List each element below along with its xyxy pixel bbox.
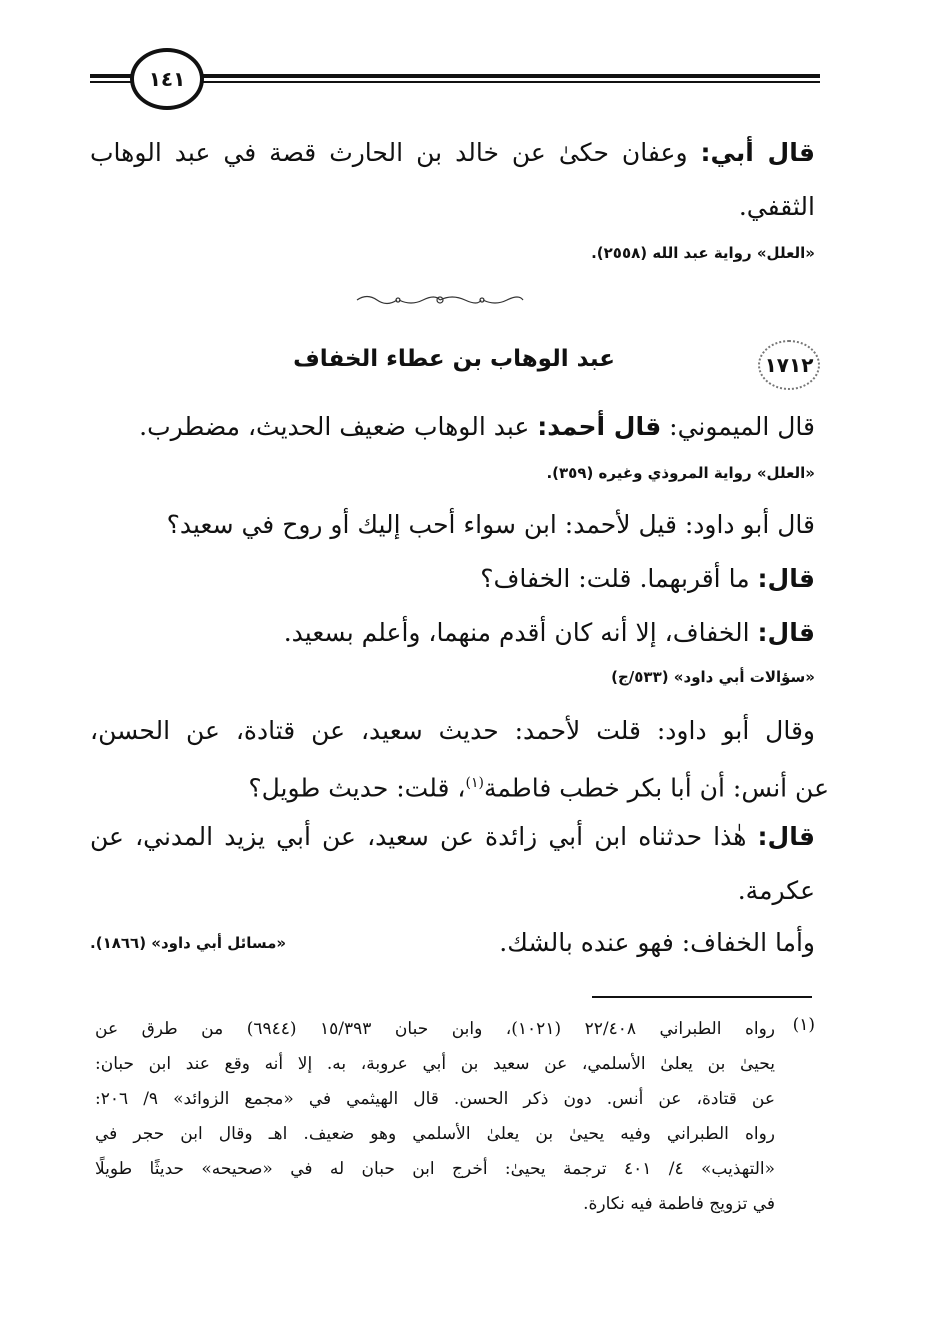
entry-title: عبد الوهاب بن عطاء الخفاف	[293, 346, 615, 372]
paragraph-prefix: قال الميموني:	[669, 412, 815, 441]
paragraph-text: هٰذا حدثناه ابن أبي زائدة عن سعيد، عن أبي يزيد المدني، عن	[90, 822, 747, 851]
speaker-label: قال:	[757, 564, 815, 593]
source-citation-4: «مسائل أبي داود» (١٨٦٦).	[90, 934, 287, 952]
paragraph-text: ، قلت: حديث طويل؟	[248, 773, 466, 803]
paragraph-text: وعفان حكىٰ عن خالد بن الحارث قصة في عبد الوهاب	[90, 138, 688, 167]
speaker-label: قال أبي:	[700, 138, 815, 167]
paragraph-3-line-2	[248, 766, 829, 805]
source-citation-1: «العلل» رواية عبد الله (٢٥٥٨).	[591, 244, 815, 262]
floral-divider-icon	[355, 292, 525, 308]
paragraph-2-line-1: قال أبو داود: قيل لأحمد: ابن سواء أحب إليك أو روح في سعيد؟	[166, 510, 815, 539]
paragraph-text: الخفاف، إلا أنه كان أقدم منهما، وأعلم بسعيد.	[283, 618, 750, 647]
footnote-line-2: يحيىٰ بن يعلىٰ الأسلمي، عن سعيد بن أبي عروبة، به. إلا أنه وقع عند ابن حبان:	[95, 1054, 775, 1074]
footnote-marker: (١)	[792, 1015, 815, 1035]
top-paragraph-line-1	[90, 136, 815, 170]
paragraph-2-line-3	[90, 616, 815, 650]
paragraph-3-line-1: وقال أبو داود: قلت لأحمد: حديث سعيد، عن قتادة، عن الحسن،	[90, 716, 815, 745]
page-header	[90, 48, 820, 108]
footnote-line-5: «التهذيب» ٤/ ٤٠١ ترجمة يحيىٰ: أخرج ابن حبان له في «صحيحه» حديثًا طويلًا	[95, 1159, 776, 1179]
paragraph-2-line-2	[90, 562, 815, 596]
speaker-label: قال أحمد:	[537, 412, 662, 441]
paragraph-text: ما أقربهما. قلت: الخفاف؟	[480, 564, 750, 593]
footnote-line-3: عن قتادة، عن أنس. دون ذكر الحسن. قال الهيثمي في «مجمع الزوائد» ٩/ ٢٠٦:	[95, 1089, 775, 1109]
paragraph-1	[90, 410, 815, 444]
top-paragraph-line-2: الثقفي.	[738, 192, 815, 221]
source-citation-3: «سؤالات أبي داود» (٥٣٣/ج)	[611, 668, 815, 686]
page-number: ١٤١	[130, 48, 204, 110]
footnote-line-4: رواه الطبراني وفيه يحيىٰ بن يعلىٰ الأسلمي وهو ضعيف. اهـ وقال ابن حجر في	[95, 1124, 775, 1144]
entry-number-badge	[758, 340, 820, 390]
paragraph-5: وأما الخفاف: فهو عنده بالشك.	[499, 928, 815, 957]
footnote-rule	[592, 996, 812, 998]
footnote-line-1: رواه الطبراني ٢٢/٤٠٨ (١٠٢١)، وابن حبان ١٥/٣٩٣ (٦٩٤٤) من طرق عن	[95, 1019, 776, 1039]
footnote-line-6: في تزويج فاطمة فيه نكارة.	[583, 1194, 775, 1214]
paragraph-4-line-1	[90, 820, 815, 854]
speaker-label: قال:	[757, 822, 815, 851]
paragraph-text: عن أنس: أن أبا بكر خطب فاطمة	[483, 773, 829, 803]
footnote-reference[interactable]: (١)	[465, 775, 484, 791]
source-citation-2: «العلل» رواية المروذي وغيره (٣٥٩).	[546, 464, 815, 482]
entry-number: ١٧١٢	[764, 353, 814, 377]
paragraph-4-line-2: عكرمة.	[737, 876, 815, 905]
speaker-label: قال:	[757, 618, 815, 647]
paragraph-text: عبد الوهاب ضعيف الحديث، مضطرب.	[139, 412, 530, 441]
